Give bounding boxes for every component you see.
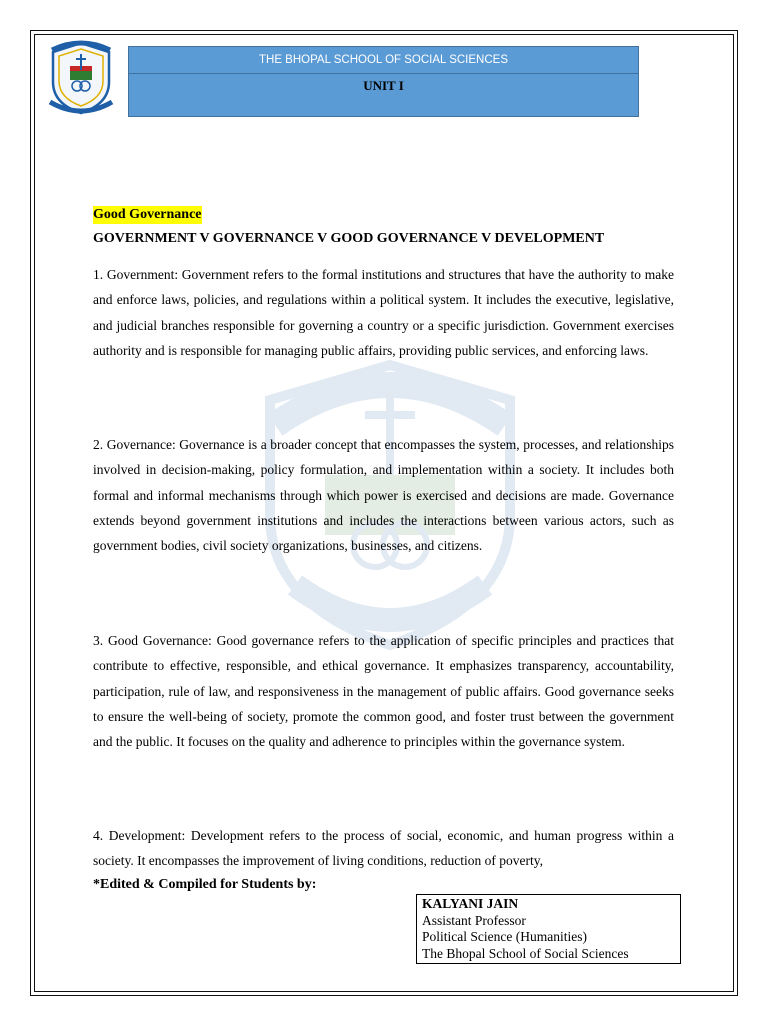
author-box xyxy=(416,894,681,964)
school-logo xyxy=(48,40,114,116)
paragraph-good-governance: 3. Good Governance: Good governance refers to the application of specific principles and practices that contribute to effective, responsible, and ethical governance. It emphasizes transparency, accountability, participation, rule of law, and responsiveness in the management of public affairs. Good governance seeks to ensure the well-being of society, promote the common good, and foster trust between the government and the public. It focuses on the quality and adherence to principles within the governance system. xyxy=(93,633,674,750)
author-title: Assistant Professor xyxy=(422,912,526,928)
paragraph-development: 4. Development: Development refers to the process of social, economic, and human progress within a society. It encompasses the improvement of living conditions, reduction of poverty, xyxy=(93,828,674,869)
author-institution: The Bhopal School of Social Sciences xyxy=(422,945,629,961)
section-header xyxy=(93,205,674,248)
header-banner xyxy=(128,46,639,117)
topic-title: Good Governance xyxy=(93,207,202,222)
institution-name: THE BHOPAL SCHOOL OF SOCIAL SCIENCES xyxy=(129,47,638,74)
author-name: KALYANI JAIN xyxy=(422,896,519,911)
unit-title: UNIT I xyxy=(363,78,404,93)
credit-line: *Edited & Compiled for Students by: xyxy=(93,877,317,892)
author-department: Political Science (Humanities) xyxy=(422,929,587,944)
paragraph-government: 1. Government: Government refers to the formal institutions and structures that have the authority to make and enforce laws, policies, and regulations within a political system. It includes the executive, legislative, and judicial branches responsible for governing a country or a specific jurisdiction. Government exercises authority and is responsible for managing public affairs, providing public services, and enforcing laws. xyxy=(93,267,674,358)
paragraph-governance: 2. Governance: Governance is a broader concept that encompasses the system, processes, and relationships involved in decision-making, policy formulation, and implementation within a society. It includes both formal and informal mechanisms through which power is exercised and decisions are made. Governance extends beyond government institutions and includes the interactions between various actors, such as government bodies, civil society organizations, businesses, and citizens. xyxy=(93,437,674,554)
main-heading: GOVERNMENT V GOVERNANCE V GOOD GOVERNANCE V DEVELOPMENT xyxy=(93,231,605,246)
